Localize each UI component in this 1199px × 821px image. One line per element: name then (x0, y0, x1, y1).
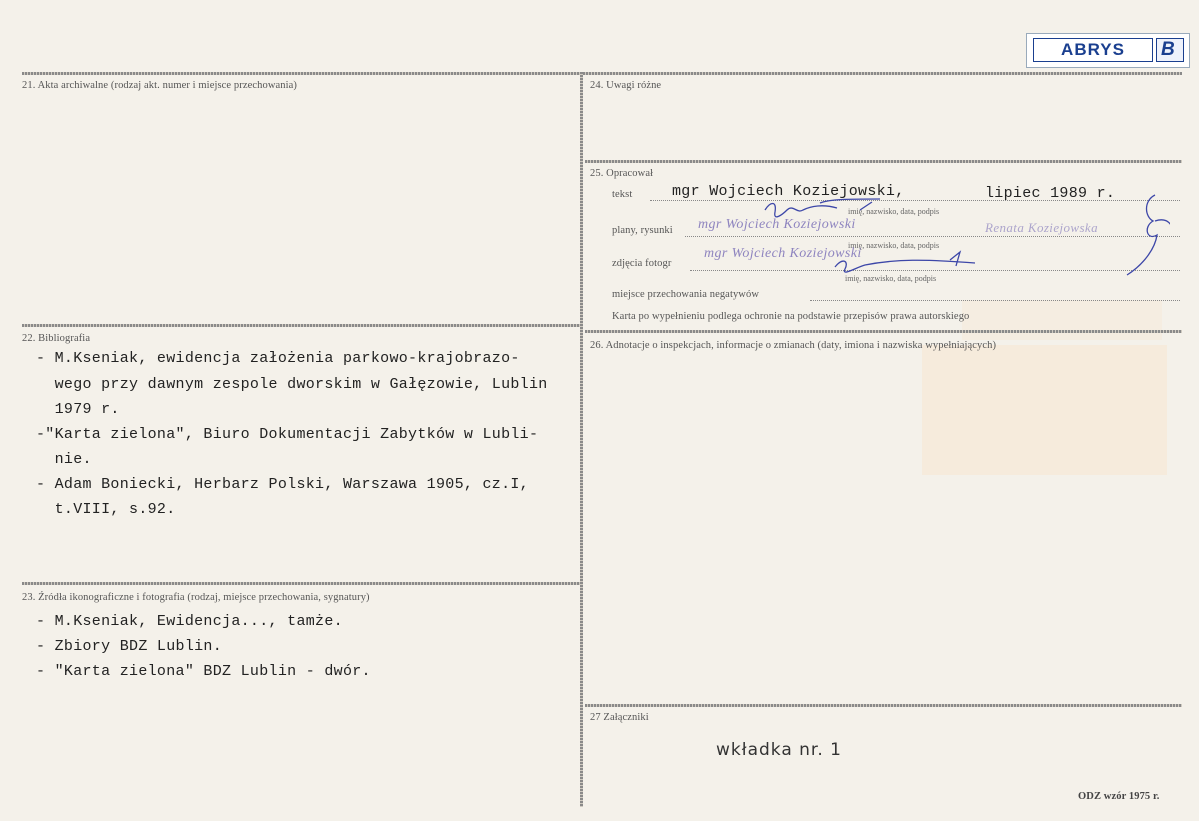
signature-3 (1127, 195, 1170, 275)
plany-stamp: mgr Wojciech Koziejowski (698, 217, 856, 232)
divider-21-22 (22, 324, 580, 327)
logo-b-icon (1156, 38, 1184, 62)
paper-stain (922, 345, 1167, 475)
iconography-line: - "Karta zielona" BDZ Lublin - dwór. (36, 663, 371, 680)
tekst-date: lipiec 1989 r. (985, 185, 1116, 202)
copyright-note: Karta po wypełnieniu podlega ochronie na podstawie przepisów prawa autorskiego (612, 311, 970, 322)
iconography-line: - Zbiory BDZ Lublin. (36, 638, 223, 655)
section-22-label: 22. Bibliografia (22, 333, 91, 344)
bibliography-line: wego przy dawnym zespole dworskim w Gałęzowie, Lublin (36, 376, 548, 393)
section-21-label: 21. Akta archiwalne (rodzaj akt. numer i miejsce przechowania) (22, 80, 298, 91)
form-id: ODZ wzór 1975 r. (1078, 791, 1160, 802)
bibliography-line: - M.Kseniak, ewidencja założenia parkowo-krajobrazo- (36, 350, 520, 367)
logo-wordmark: ABRYS (1033, 38, 1153, 62)
zdjecia-stamp: mgr Wojciech Koziejowski (704, 246, 862, 261)
top-rule (22, 72, 1182, 75)
bibliography-line: -"Karta zielona", Biuro Dokumentacji Zabytków w Lubli- (36, 426, 539, 443)
caption-name-date-signature: imię, nazwisko, data, podpis (845, 274, 937, 283)
tekst-value: mgr Wojciech Koziejowski, (672, 183, 905, 200)
bibliography-line: 1979 r. (36, 401, 120, 418)
signature-2 (835, 252, 975, 272)
divider-22-23 (22, 582, 580, 585)
section-24-label: 24. Uwagi różne (590, 80, 662, 91)
plany-label: plany, rysunki (612, 225, 673, 236)
caption-name-date-signature: imię, nazwisko, data, podpis (848, 241, 940, 250)
divider-26-27 (585, 704, 1182, 707)
section-25-label: 25. Opracował (590, 168, 654, 179)
signature-scribbles (750, 185, 1170, 285)
zdjecia-label: zdjęcia fotogr (612, 258, 672, 269)
divider-24-25 (585, 160, 1182, 163)
miejsce-label: miejsce przechowania negatywów (612, 289, 760, 300)
section-23-label: 23. Źródła ikonograficzne i fotografia (rodzaj, miejsce przechowania, sygnatury) (22, 592, 370, 603)
iconography-line: - M.Kseniak, Ewidencja..., tamże. (36, 613, 343, 630)
bibliography-line: - Adam Boniecki, Herbarz Polski, Warszawa 1905, cz.I, (36, 476, 529, 493)
tekst-label: tekst (612, 189, 633, 200)
center-divider (580, 72, 583, 807)
bibliography-line: t.VIII, s.92. (36, 501, 176, 518)
signature-1 (765, 199, 880, 217)
bibliography-line: nie. (36, 451, 92, 468)
attachment-handwritten: wkładka nr. 1 (716, 740, 842, 760)
abrys-logo (1026, 33, 1190, 68)
plany-stamp-second: Renata Koziejowska (985, 220, 1098, 235)
section-26-label: 26. Adnotacje o inspekcjach, informacje o zmianach (daty, imiona i nazwiska wypełniających) (590, 340, 997, 351)
paper-stain (962, 300, 1162, 340)
section-27-label: 27 Załączniki (590, 712, 649, 723)
logo-b-glyph: B (1161, 39, 1175, 60)
caption-name-date-signature: imię, nazwisko, data, podpis (848, 207, 940, 216)
divider-25-26 (585, 330, 1182, 333)
miejsce-field-line (810, 299, 1180, 301)
